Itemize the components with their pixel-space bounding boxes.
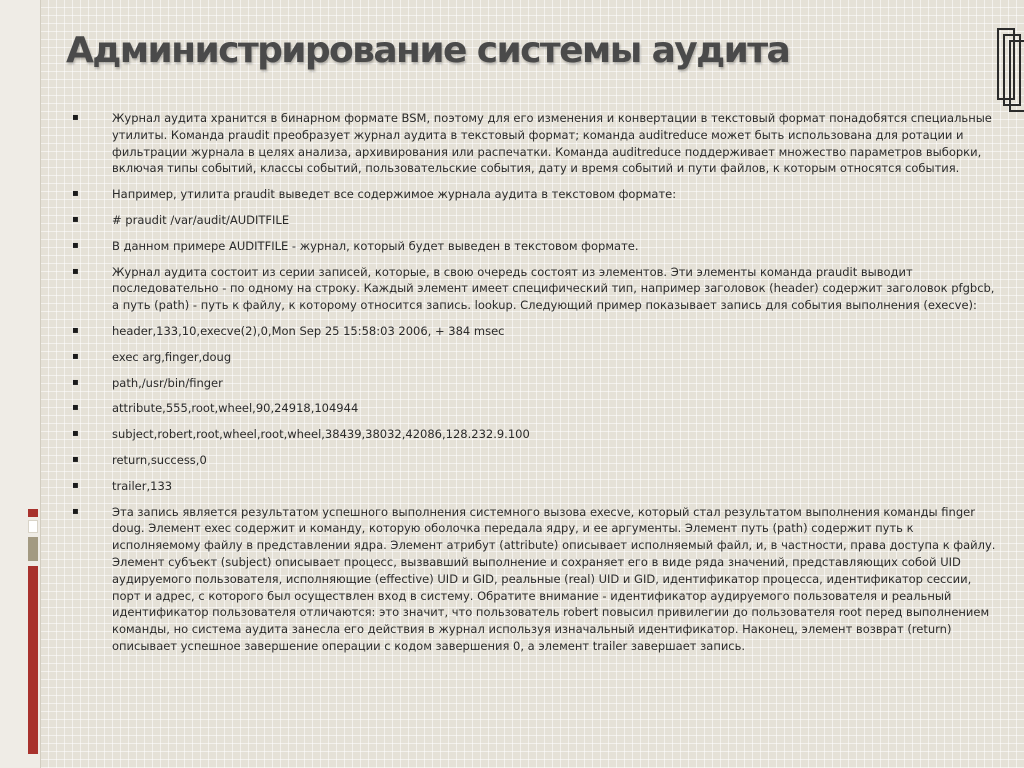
accent-bar-white	[28, 520, 38, 533]
bullet-item-path-token: ▪ path,/usr/bin/finger	[72, 375, 1002, 392]
decorative-frame-3	[1009, 40, 1024, 112]
accent-bar-red-tall	[28, 566, 38, 754]
left-divider	[40, 0, 41, 768]
bullet-item-attribute-token: ▪ attribute,555,root,wheel,90,24918,104944	[72, 400, 1002, 417]
bullet-item-return-token: ▪ return,success,0	[72, 452, 1002, 469]
bullet-item-subject-token: ▪ subject,robert,root,wheel,root,wheel,38439,38032,42086,128.232.9.100	[72, 426, 1002, 443]
bullet-item-bsm-format: ▪ Журнал аудита хранится в бинарном формате BSM, поэтому для его изменения и конвертации в текстовый формат понадобятся специальные утилиты. Команда praudit преобразует журнал аудита в текстовый формат; команда auditreduce может быть использована для ротации и фильтрации журнала в целях анализа, архивирования или распечатки. Команда auditreduce поддерживает множество параметров выборки, включая типы событий, классы событий, пользовательские события, дату и время событий и пути файлов, к которым относятся события.	[72, 110, 1002, 177]
accent-bar-red-small	[28, 509, 38, 517]
slide-title: Администрирование системы аудита	[66, 30, 790, 71]
bullet-item-praudit-example: ▪ Например, утилита praudit выведет все содержимое журнала аудита в текстовом формате:	[72, 186, 1002, 203]
bullet-item-explanation: ▪ Эта запись является результатом успешного выполнения системного вызова execve, который стал результатом выполнения команды finger doug. Элемент exec содержит и команду, которую оболочка передала ядру, и ее аргументы. Элемент путь (path) содержит путь к исполняемому файлу в представлении ядра. Элемент атрибут (attribute) описывает исполняемый файл, и, в частности, права доступа к файлу. Элемент субъект (subject) описывает процесс, вызвавший выполнение и сохраняет его в виде ряда значений, представляющих собой UID аудируемого пользователя, исполняющие (effective) UID и GID, реальные (real) UID и GID, идентификатор процесса, идентификатор сессии, порт и адрес, с которого был осуществлен вход в систему. Обратите внимание - идентификатор аудируемого пользователя и реальный идентификатор пользователя отличаются: это значит, что пользователь robert повысил привилегии до пользователя root перед выполнением команды, но система аудита занесла его действия в журнал используя изначальный идентификатор. Наконец, элемент возврат (return) описывает успешное завершение операции с кодом завершения 0, а элемент trailer завершает запись.	[72, 504, 1002, 655]
bullet-item-trailer-token: ▪ trailer,133	[72, 478, 1002, 495]
bullet-item-record-structure: ▪ Журнал аудита состоит из серии записей, которые, в свою очередь состоят из элементов. Эти элементы команда praudit выводит последовательно - по одному на строку. Каждый элемент имеет специфический тип, например заголовок (header) содержит заголовок pfgbcb, а путь (path) - путь к файлу, к которому относится запись. lookup. Следующий пример показывает запись для события выполнения (execve):	[72, 264, 1002, 314]
bullet-item-header-token: ▪ header,133,10,execve(2),0,Mon Sep 25 15:58:03 2006, + 384 msec	[72, 323, 1002, 340]
bullet-item-auditfile-note: ▪ В данном примере AUDITFILE - журнал, который будет выведен в текстовом формате.	[72, 238, 1002, 255]
bullet-item-praudit-command: ▪ # praudit /var/audit/AUDITFILE	[72, 212, 1002, 229]
accent-bar-taupe	[28, 537, 38, 561]
bullet-list	[72, 110, 1002, 664]
bullet-item-exec-token: ▪ exec arg,finger,doug	[72, 349, 1002, 366]
